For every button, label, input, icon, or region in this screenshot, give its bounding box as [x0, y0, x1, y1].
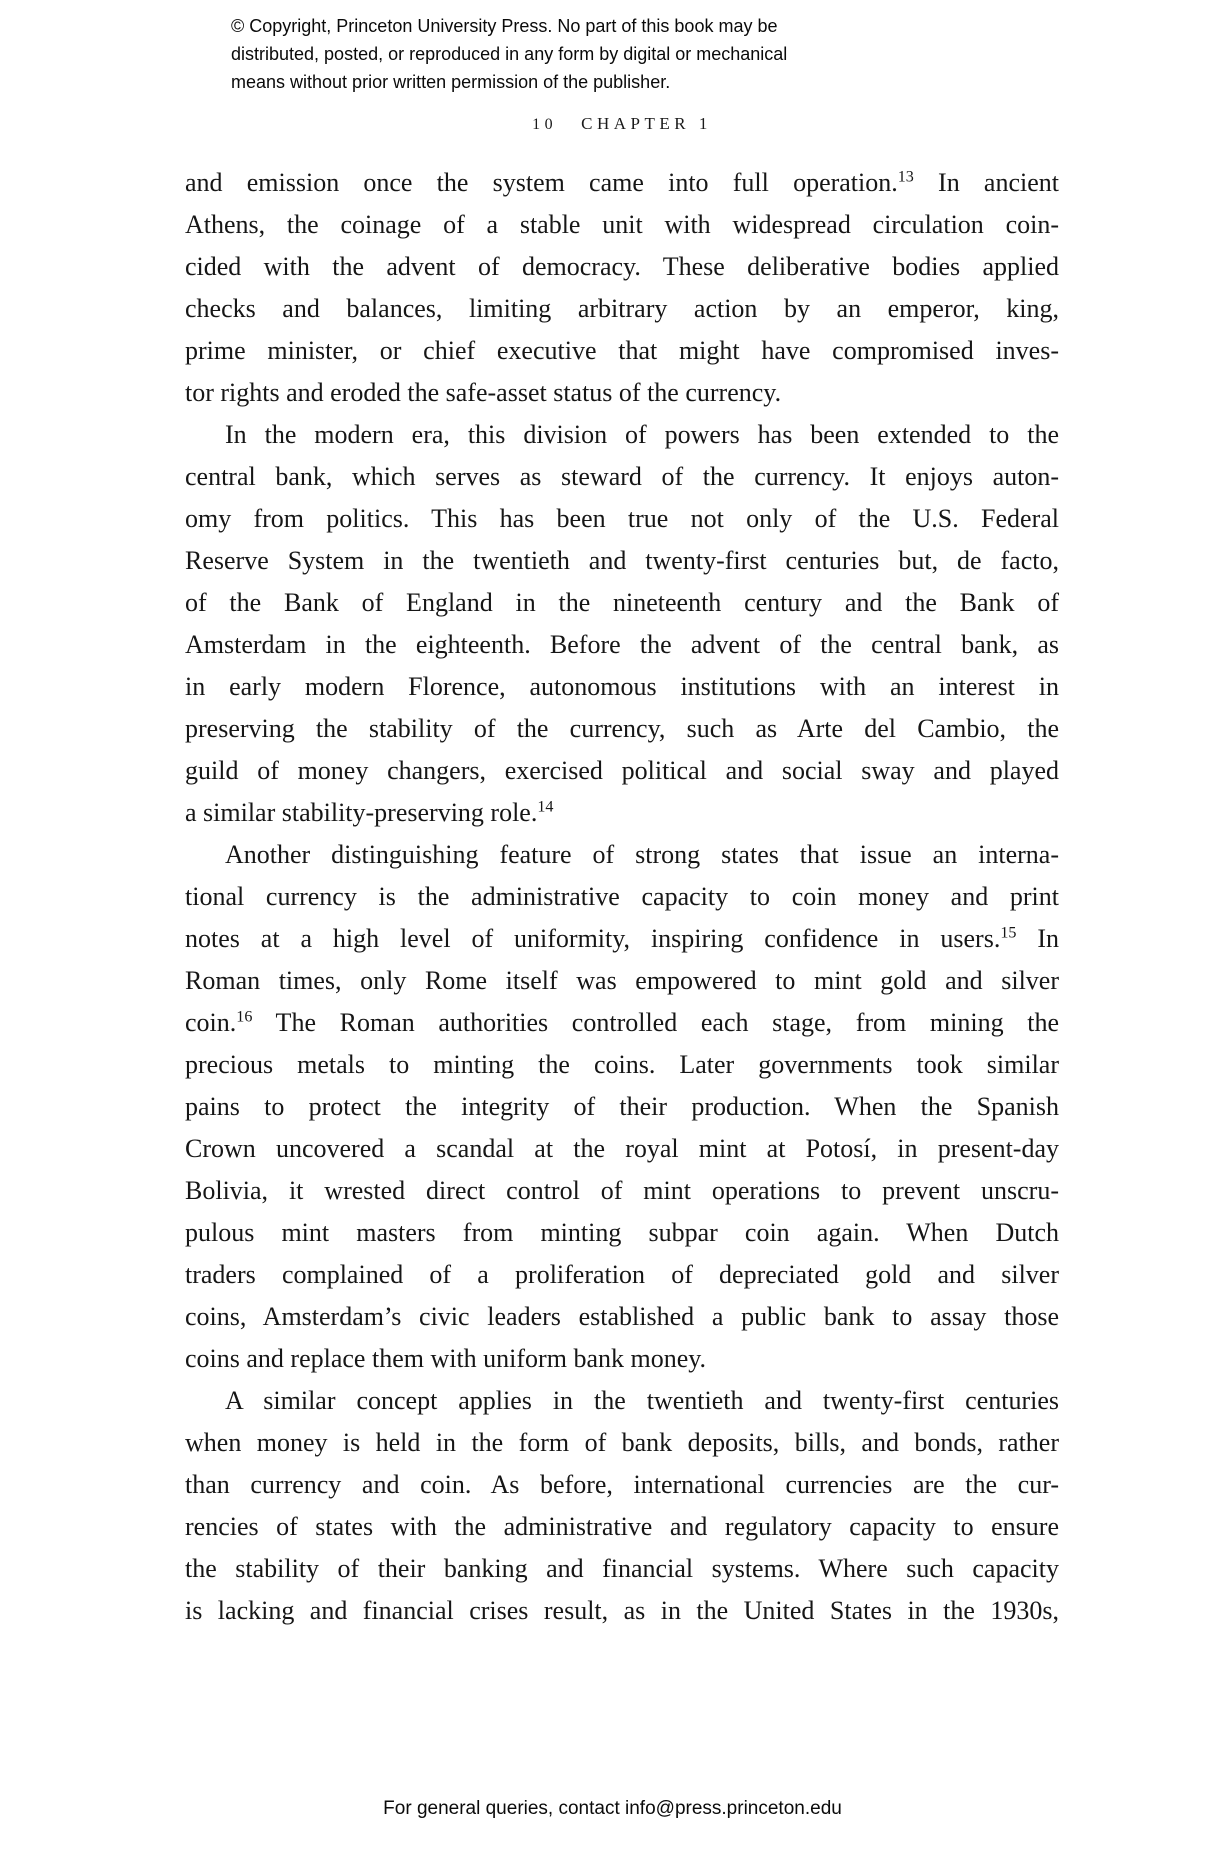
paragraph — [185, 1380, 1059, 1632]
body-text — [185, 162, 1059, 1632]
body-line: of the Bank of England in the nineteenth century and the Bank of — [185, 588, 1059, 617]
body-line: in early modern Florence, autonomous institutions with an interest in — [185, 672, 1059, 701]
body-line: Amsterdam in the eighteenth. Before the advent of the central bank, as — [185, 630, 1059, 659]
copyright-line: © Copyright, Princeton University Press. No part of this book may be — [231, 16, 778, 36]
body-line: Roman times, only Rome itself was empowered to mint gold and silver — [185, 966, 1059, 995]
body-line: precious metals to minting the coins. Later governments took similar — [185, 1050, 1059, 1079]
copyright-notice — [231, 12, 891, 96]
body-line: coins and replace them with uniform bank money. — [185, 1344, 707, 1373]
page-number: 10 — [532, 116, 558, 133]
body-line: coin.$^{16}$ The Roman authorities controlled each stage, from mining the — [185, 1008, 1059, 1037]
footnote-ref: 16 — [236, 1008, 253, 1026]
body-line: A similar concept applies in the twentieth and twenty-first centuries — [225, 1386, 1059, 1415]
body-line: Another distinguishing feature of strong states that issue an interna- — [225, 840, 1059, 869]
body-line: tional currency is the administrative capacity to coin money and print — [185, 882, 1059, 911]
body-line: pains to protect the integrity of their production. When the Spanish — [185, 1092, 1059, 1121]
footnote-ref: 14 — [537, 798, 554, 816]
body-line: checks and balances, limiting arbitrary action by an emperor, king, — [185, 294, 1059, 323]
chapter-label: CHAPTER 1 — [581, 114, 712, 133]
running-header — [185, 114, 1059, 134]
body-line: is lacking and financial crises result, as in the United States in the 1930s, — [185, 1596, 1059, 1625]
body-line: coins, Amsterdam’s civic leaders established a public bank to assay those — [185, 1302, 1059, 1331]
body-line: preserving the stability of the currency, such as Arte del Cambio, the — [185, 714, 1059, 743]
body-line: rencies of states with the administrative and regulatory capacity to ensure — [185, 1512, 1059, 1541]
body-line: Reserve System in the twentieth and twenty-first centuries but, de facto, — [185, 546, 1059, 575]
body-line: prime minister, or chief executive that might have compromised inves- — [185, 336, 1059, 365]
body-line: Bolivia, it wrested direct control of mint operations to prevent unscru- — [185, 1176, 1059, 1205]
body-line: when money is held in the form of bank deposits, bills, and bonds, rather — [185, 1428, 1059, 1457]
footnote-ref: 13 — [897, 168, 914, 186]
body-line: tor rights and eroded the safe-asset status of the currency. — [185, 378, 782, 407]
body-line: pulous mint masters from minting subpar coin again. When Dutch — [185, 1218, 1059, 1247]
paragraph — [185, 414, 1059, 834]
body-line: omy from politics. This has been true not only of the U.S. Federal — [185, 504, 1059, 533]
body-line: central bank, which serves as steward of the currency. It enjoys auton- — [185, 462, 1059, 491]
body-line: traders complained of a proliferation of depreciated gold and silver — [185, 1260, 1059, 1289]
body-line: cided with the advent of democracy. These deliberative bodies applied — [185, 252, 1059, 281]
body-line: than currency and coin. As before, international currencies are the cur- — [185, 1470, 1059, 1499]
paragraph — [185, 834, 1059, 1380]
copyright-line: distributed, posted, or reproduced in any form by digital or mechanical — [231, 44, 788, 64]
body-line: a similar stability-preserving role.$^{14}$ — [185, 798, 554, 827]
body-line: Crown uncovered a scandal at the royal mint at Potosí, in present-day — [185, 1134, 1059, 1163]
footer-contact: For general queries, contact info@press.princeton.edu — [383, 1798, 842, 1819]
body-line: guild of money changers, exercised political and social sway and played — [185, 756, 1059, 785]
body-line: Athens, the coinage of a stable unit with widespread circulation coin- — [185, 210, 1059, 239]
footnote-ref: 15 — [1000, 924, 1017, 942]
body-line: and emission once the system came into full operation.$^{13}$ In ancient — [185, 168, 1059, 197]
body-line: notes at a high level of uniformity, inspiring confidence in users.$^{15}$ In — [185, 924, 1060, 953]
body-line: In the modern era, this division of powers has been extended to the — [225, 420, 1059, 449]
paragraph — [185, 162, 1059, 414]
copyright-line: means without prior written permission of the publisher. — [231, 72, 671, 92]
body-line: the stability of their banking and financial systems. Where such capacity — [185, 1554, 1059, 1583]
